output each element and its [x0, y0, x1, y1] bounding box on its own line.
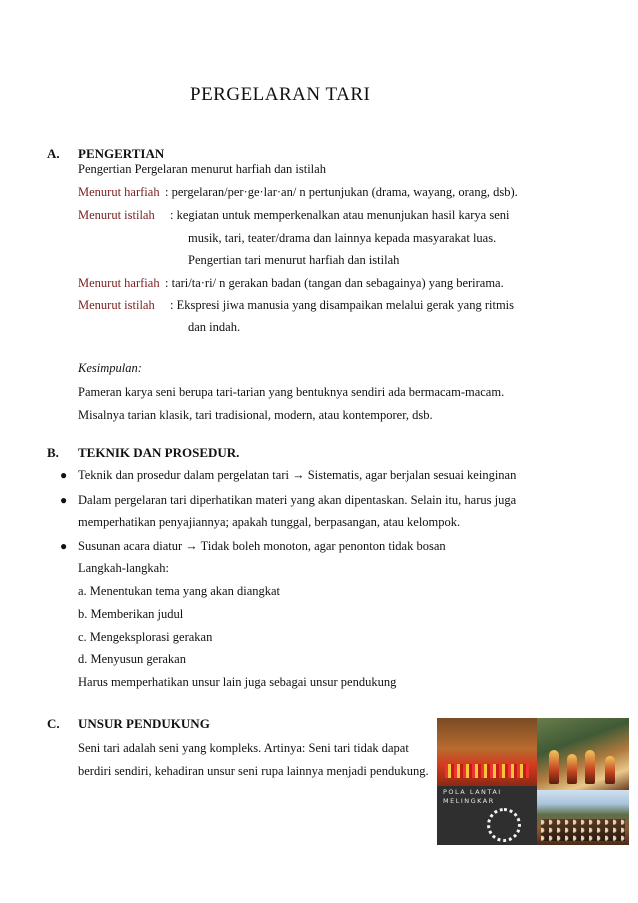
step-item: b. Memberikan judul	[78, 607, 184, 621]
definition-text: : Ekspresi jiwa manusia yang disampaikan melalui gerak yang ritmis	[170, 298, 515, 312]
definition-term: Menurut harfiah	[78, 185, 160, 199]
step-item: d. Menyusun gerakan	[78, 652, 186, 666]
closing-text: Harus memperhatikan unsur lain juga sebagai unsur pendukung	[78, 675, 397, 689]
definition-term: Menurut istilah	[78, 208, 155, 222]
step-item: a. Menentukan tema yang akan diangkat	[78, 584, 281, 598]
section-c-letter: C.	[47, 716, 60, 731]
section-a-heading: PENGERTIAN	[78, 146, 165, 161]
section-c-heading: UNSUR PENDUKUNG	[78, 716, 210, 731]
definition-subheading: Pengertian tari menurut harfiah dan istilah	[188, 253, 400, 267]
conclusion-label: Kesimpulan:	[78, 361, 142, 375]
page-title: PERGELARAN TARI	[190, 84, 371, 105]
kecak-dance-photo	[537, 790, 629, 845]
bullet-text: Dalam pergelaran tari diperhatikan materi yang akan dipentaskan. Selain itu, harus juga	[78, 493, 517, 507]
floor-pattern-label: POLA LANTAI	[443, 788, 502, 796]
steps-label: Langkah-langkah:	[78, 561, 169, 575]
conclusion-text: Pameran karya seni berupa tari-tarian yang bentuknya sendiri ada bermacam-macam.	[78, 385, 505, 399]
section-c-text: berdiri sendiri, kehadiran unsur seni rupa lainnya menjadi pendukung.	[78, 764, 429, 778]
step-item: c. Mengeksplorasi gerakan	[78, 630, 213, 644]
section-c-text: Seni tari adalah seni yang kompleks. Artinya: Seni tari tidak dapat	[78, 741, 409, 755]
bullet-icon: ●	[60, 539, 68, 553]
section-b-letter: B.	[47, 445, 59, 460]
dance-photo-collage	[437, 718, 629, 845]
floor-pattern-panel	[437, 786, 537, 845]
bullet-text: memperhatikan penyajiannya; apakah tunggal, berpasangan, atau kelompok.	[78, 515, 461, 529]
floor-pattern-label: MELINGKAR	[443, 797, 495, 805]
definition-text: : kegiatan untuk memperkenalkan atau menunjukan hasil karya seni	[170, 208, 510, 222]
definition-text: dan indah.	[188, 320, 241, 334]
bullet-icon: ●	[60, 468, 68, 482]
dancers-photo	[537, 718, 629, 790]
section-b-heading: TEKNIK DAN PROSEDUR.	[78, 445, 240, 460]
definition-text: : tari/ta·ri/ n gerakan badan (tangan dan sebagainya) yang berirama.	[165, 276, 504, 290]
bullet-text: Susunan acara diatur → Tidak boleh monoton, agar penonton tidak bosan	[78, 539, 446, 553]
conclusion-text: Misalnya tarian klasik, tari tradisional, modern, atau kontemporer, dsb.	[78, 408, 433, 422]
definition-text: musik, tari, teater/drama dan lainnya kepada masyarakat luas.	[188, 231, 497, 245]
definition-text: : pergelaran/per·ge·lar·an/ n pertunjukan (drama, wayang, orang, dsb).	[165, 185, 518, 199]
circle-pattern-icon	[487, 808, 521, 842]
definition-term: Menurut istilah	[78, 298, 155, 312]
bullet-icon: ●	[60, 493, 68, 507]
definition-term: Menurut harfiah	[78, 276, 160, 290]
section-a-intro: Pengertian Pergelaran menurut harfiah dan istilah	[78, 162, 326, 176]
stage-performance-photo	[437, 718, 537, 786]
section-a-letter: A.	[47, 146, 60, 161]
bullet-text: Teknik dan prosedur dalam pergelatan tari → Sistematis, agar berjalan sesuai keinginan	[78, 468, 517, 482]
